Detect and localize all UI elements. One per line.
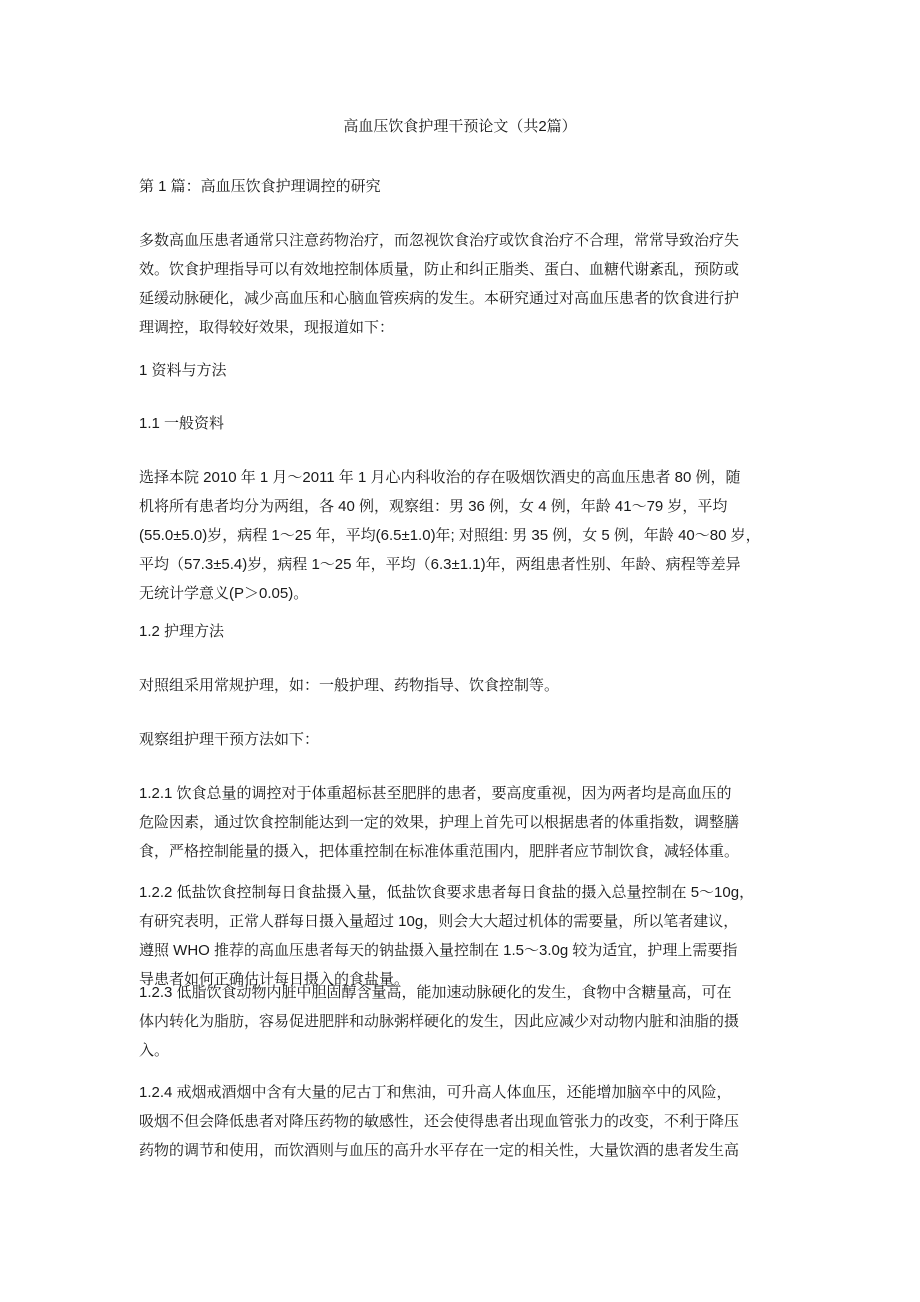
text-line: 食，严格控制能量的摄入，把体重控制在标准体重范围内，肥胖者应节制饮食，减轻体重。 [139,843,740,860]
text-line: 有研究表明，正常人群每日摄入量超过 10g，则会大大超过机体的需要量，所以笔者建议， [139,913,739,930]
section-heading [139,617,819,646]
text-line: 1.2.2 低盐饮食控制每日食盐摄入量，低盐饮食要求患者每日食盐的摄入总量控制在 5～10g， [139,884,755,901]
section-heading [139,356,819,385]
paragraph [139,226,819,342]
text-line: 理调控，取得较好效果，现报道如下： [139,319,395,336]
text-line: 药物的调节和使用，而饮酒则与血压的高升水平存在一定的相关性，大量饮酒的患者发生高 [139,1142,740,1159]
paragraph [139,978,819,1065]
section-heading [139,172,819,201]
text-line: 1.2.4 戒烟戒酒烟中含有大量的尼古丁和焦油，可升高人体血压，还能增加脑卒中的风险， [139,1084,732,1101]
text-line: 1.2 护理方法 [139,623,225,640]
paragraph [139,671,819,700]
paragraph [139,779,819,866]
text-line: 平均（57.3±5.4)岁，病程 1～25 年，平均（6.3±1.1)年，两组患者性别、年龄、病程等差异 [139,556,741,573]
section-heading [139,409,819,438]
document-title: 高血压饮食护理干预论文（共2篇） [343,118,577,135]
paragraph [139,725,819,754]
text-line: (55.0±5.0)岁，病程 1～25 年，平均(6.5±1.0)年; 对照组: 男 35 例，女 5 例，年龄 40～80 岁， [139,527,761,544]
text-line: 机将所有患者均分为两组，各 40 例，观察组：男 36 例，女 4 例，年龄 41～79 岁，平均 [139,498,728,515]
paragraph [139,463,819,608]
text-line: 1.1 一般资料 [139,415,225,432]
text-line: 选择本院 2010 年 1 月～2011 年 1 月心内科收治的存在吸烟饮酒史的高血压患者 80 例，随 [139,469,741,486]
text-line: 吸烟不但会降低患者对降压药物的敏感性，还会使得患者出现血管张力的改变，不利于降压 [139,1113,740,1130]
text-line: 1 资料与方法 [139,362,227,379]
paragraph [139,1078,819,1165]
text-line: 观察组护理干预方法如下： [139,731,320,748]
text-line: 第 1 篇：高血压饮食护理调控的研究 [139,178,381,195]
text-line: 遵照 WHO 推荐的高血压患者每天的钠盐摄入量控制在 1.5～3.0g 较为适宜，护理上需要指 [139,942,738,959]
text-line: 危险因素，通过饮食控制能达到一定的效果，护理上首先可以根据患者的体重指数，调整膳 [139,814,740,831]
text-line: 多数高血压患者通常只注意药物治疗，而忽视饮食治疗或饮食治疗不合理，常常导致治疗失 [139,232,740,249]
text-line: 1.2.3 低脂饮食动物内脏中胆固醇含量高，能加速动脉硬化的发生，食物中含糖量高，可在 [139,984,732,1001]
text-line: 对照组采用常规护理，如：一般护理、药物指导、饮食控制等。 [139,677,560,694]
text-line: 1.2.1 饮食总量的调控对于体重超标甚至肥胖的患者，要高度重视，因为两者均是高血压的 [139,785,732,802]
text-line: 入。 [139,1042,170,1059]
text-line: 导患者如何正确估计每日摄入的食盐量。 [139,971,410,988]
text-line: 无统计学意义(P＞0.05)。 [139,585,309,602]
text-line: 延缓动脉硬化，减少高血压和心脑血管疾病的发生。本研究通过对高血压患者的饮食进行护 [139,290,740,307]
text-line: 效。饮食护理指导可以有效地控制体质量，防止和纠正脂类、蛋白、血糖代谢紊乱，预防或 [139,261,740,278]
text-line: 体内转化为脂肪，容易促进肥胖和动脉粥样硬化的发生，因此应减少对动物内脏和油脂的摄 [139,1013,740,1030]
paragraph [139,878,819,994]
